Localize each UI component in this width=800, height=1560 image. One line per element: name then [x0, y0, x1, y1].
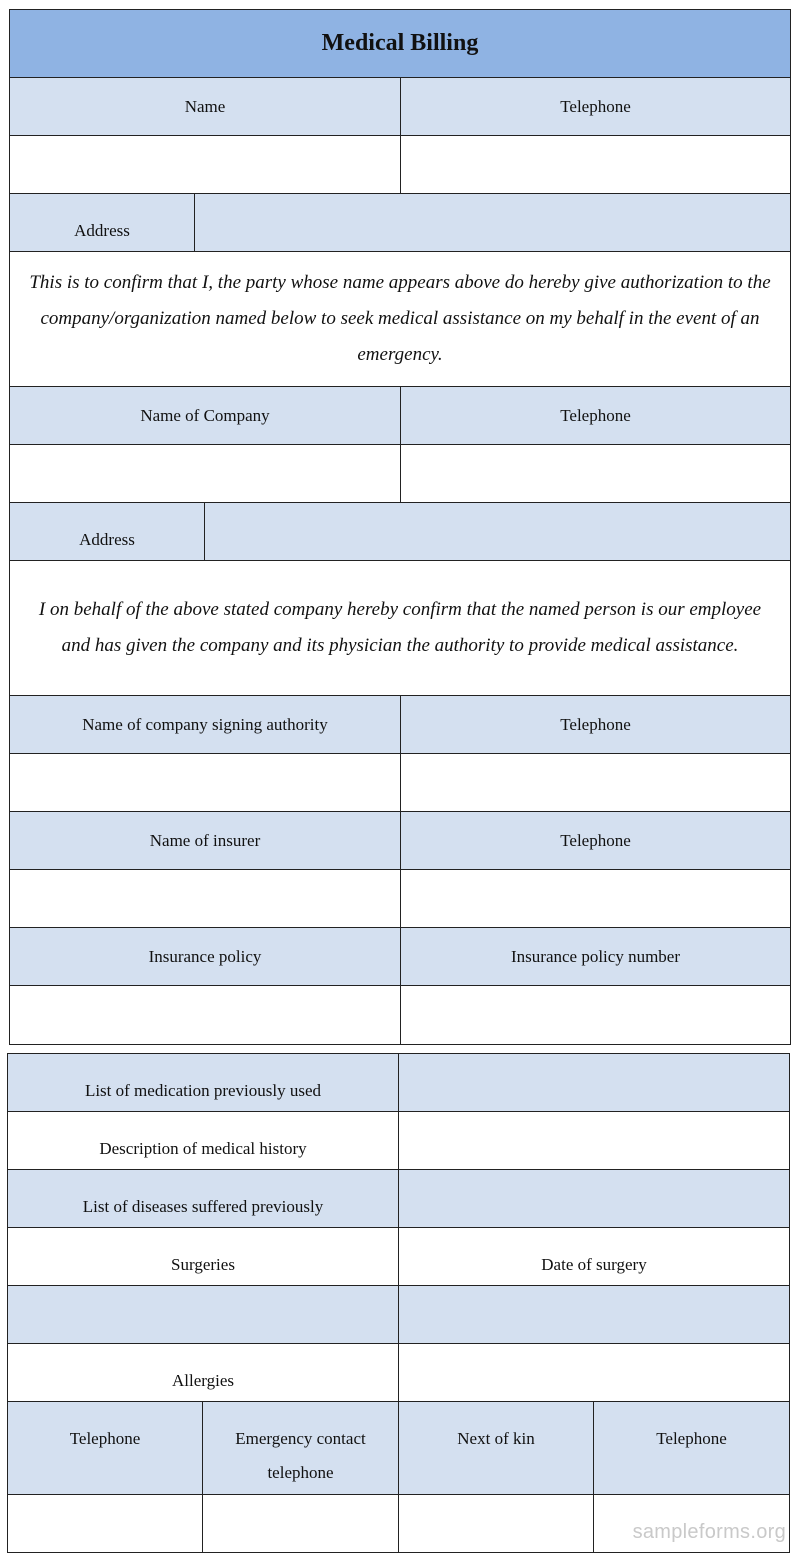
address-field[interactable] [194, 193, 791, 252]
emergency-contact-field[interactable] [202, 1494, 399, 1553]
medication-field[interactable] [398, 1053, 790, 1112]
address-label: Address [9, 193, 195, 252]
form-title: Medical Billing [9, 9, 791, 78]
signing-authority-label: Name of company signing authority [9, 695, 401, 754]
company-confirmation-statement: I on behalf of the above stated company hereby confirm that the named person is our employee and has given the company and its physician the authority to provide medical assistance. [9, 560, 791, 696]
next-of-kin-field[interactable] [398, 1494, 594, 1553]
diseases-field[interactable] [398, 1169, 790, 1228]
insurance-policy-number-field[interactable] [400, 985, 791, 1045]
allergies-field[interactable] [398, 1343, 790, 1402]
name-field[interactable] [9, 135, 401, 194]
surgeries-label: Surgeries [7, 1227, 399, 1286]
watermark: sampleforms.org [632, 1521, 786, 1543]
kin-telephone-label: Telephone [593, 1401, 790, 1495]
company-telephone-label: Telephone [400, 386, 791, 445]
emergency-contact-label: Emergency contact telephone [202, 1401, 399, 1495]
next-of-kin-label: Next of kin [398, 1401, 594, 1495]
signing-telephone-field[interactable] [400, 753, 791, 812]
insurer-telephone-field[interactable] [400, 869, 791, 928]
name-label: Name [9, 77, 401, 136]
surgeries-field[interactable] [7, 1285, 399, 1344]
emergency-telephone-label: Telephone [7, 1401, 203, 1495]
company-address-field[interactable] [204, 502, 791, 561]
insurer-name-field[interactable] [9, 869, 401, 928]
medical-history-label: Description of medical history [7, 1111, 399, 1170]
surgery-date-field[interactable] [398, 1285, 790, 1344]
telephone-label: Telephone [400, 77, 791, 136]
diseases-label: List of diseases suffered previously [7, 1169, 399, 1228]
insurer-telephone-label: Telephone [400, 811, 791, 870]
company-address-label: Address [9, 502, 205, 561]
allergies-label: Allergies [7, 1343, 399, 1402]
emergency-telephone-field[interactable] [7, 1494, 203, 1553]
signing-authority-field[interactable] [9, 753, 401, 812]
company-name-label: Name of Company [9, 386, 401, 445]
surgery-date-label: Date of surgery [398, 1227, 790, 1286]
medical-history-field[interactable] [398, 1111, 790, 1170]
company-name-field[interactable] [9, 444, 401, 503]
authorization-statement: This is to confirm that I, the party whose name appears above do hereby give authorization to the company/organization named below to seek medical assistance on my behalf in the event of an emergency. [9, 251, 791, 387]
medication-label: List of medication previously used [7, 1053, 399, 1112]
insurer-name-label: Name of insurer [9, 811, 401, 870]
insurance-policy-number-label: Insurance policy number [400, 927, 791, 986]
signing-telephone-label: Telephone [400, 695, 791, 754]
insurance-policy-field[interactable] [9, 985, 401, 1045]
company-telephone-field[interactable] [400, 444, 791, 503]
telephone-field[interactable] [400, 135, 791, 194]
insurance-policy-label: Insurance policy [9, 927, 401, 986]
